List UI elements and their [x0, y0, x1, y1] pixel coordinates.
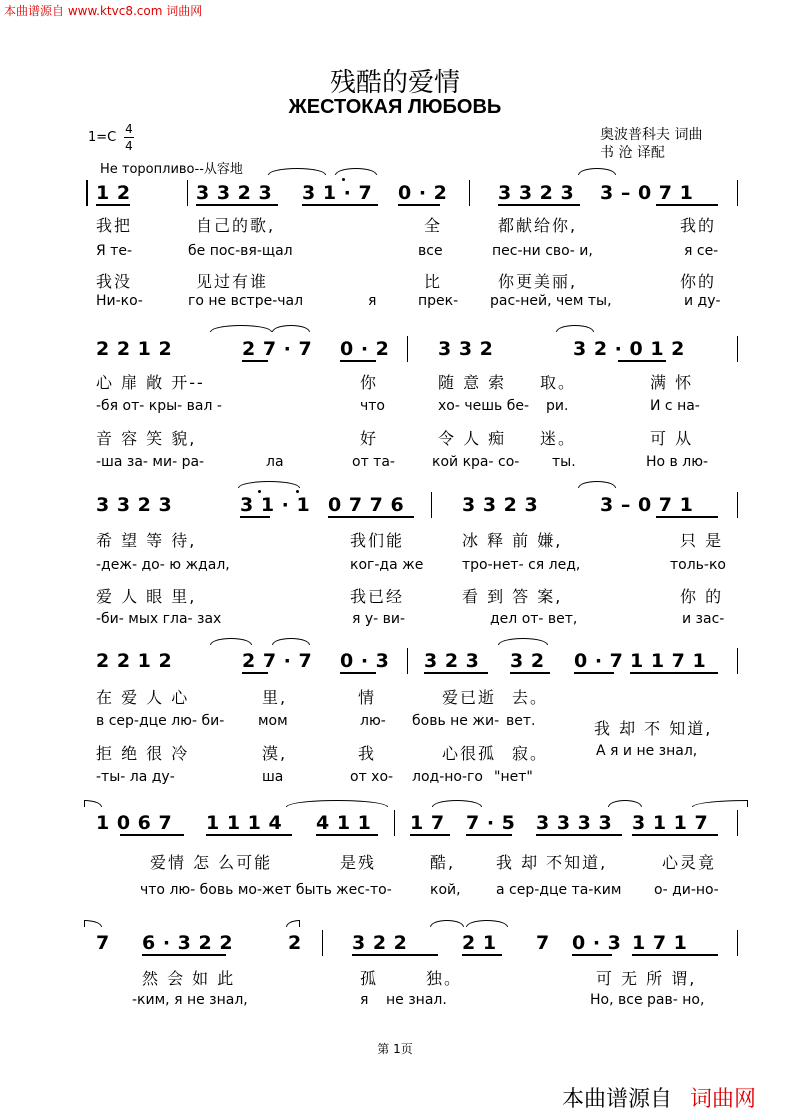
- lyric-ru: от та-: [352, 454, 395, 470]
- notes-group: 3 2 · 0 1 2: [573, 338, 685, 360]
- footer-brand: [562, 1082, 756, 1113]
- notes-group: 3 3 2: [438, 338, 494, 360]
- lyric-ru: мом: [258, 713, 288, 729]
- notes-group: 1 0 6 7: [96, 812, 173, 834]
- notes-group: 3 1 1 7: [632, 812, 709, 834]
- lyric-ru: кой кра- со-: [432, 454, 520, 470]
- lyric-cn: 音 容 笑 貌,: [96, 429, 197, 448]
- notes-group: 0 7 7 6: [328, 494, 405, 516]
- notes-group: 0 · 2: [398, 182, 448, 204]
- notes-group: 0 · 7: [574, 650, 624, 672]
- lyric-cn: 令 人 痴: [438, 429, 507, 448]
- lyric-cn: 我: [358, 744, 377, 763]
- footer-site: 词曲网: [689, 1087, 756, 1112]
- notes-group: 3 3 3 3: [536, 812, 613, 834]
- lyric-cn: 心灵竟: [662, 853, 717, 872]
- notes-group: 0 · 3: [340, 650, 390, 672]
- lyric-ru: пес-ни сво- и,: [492, 243, 593, 259]
- lyric-cn: 可 从: [650, 429, 694, 448]
- lyric-cn: 你 的: [680, 587, 724, 606]
- footer-source: 本曲谱源自: [561, 1087, 672, 1112]
- lyric-ru: жес-то-: [336, 882, 392, 898]
- lyric-ru: -ты- ла ду-: [96, 769, 175, 785]
- notes-group: 3 1 · 1: [240, 494, 311, 516]
- lyric-cn: 满 怀: [650, 373, 694, 392]
- lyric-cn: 爱已逝: [442, 688, 497, 707]
- lyric-ru: ты.: [552, 454, 576, 470]
- notes-group: 7: [536, 932, 550, 954]
- lyric-ru: -бя от- кры- вал -: [96, 398, 222, 414]
- lyric-ru: -деж- до- ю ждал,: [96, 557, 230, 573]
- lyric-cn: 拒 绝 很 冷: [96, 744, 190, 763]
- lyric-ru: я: [360, 992, 369, 1008]
- lyric-cn: 都献给你,: [498, 216, 578, 235]
- lyric-ru: -ша за- ми- ра-: [96, 454, 205, 470]
- lyric-ru: от хо-: [350, 769, 394, 785]
- notes-group: 3 3 2 3: [462, 494, 539, 516]
- notes-group: 7: [96, 932, 110, 954]
- lyric-ru: ла: [266, 454, 284, 470]
- title-russian: ЖЕСТОКАЯ ЛЮБОВЬ: [288, 96, 502, 118]
- notes-group: 3 – 0 7 1: [600, 182, 694, 204]
- lyric-ru: Я те-: [96, 243, 132, 259]
- notes-group: 2 7 · 7: [242, 650, 313, 672]
- lyric-cn: 漠,: [262, 744, 288, 763]
- page-number: 第 1页: [377, 1042, 413, 1056]
- notes-group: 0 · 2: [340, 338, 390, 360]
- lyric-ru: хо- чешь бе-: [438, 398, 530, 414]
- lyric-cn: 随 意 索: [438, 373, 507, 392]
- lyric-ru: бовь не жи-: [412, 713, 500, 729]
- lyric-cn: 看 到 答 案,: [462, 587, 563, 606]
- lyric-cn: 比: [424, 272, 443, 291]
- lyric-cn: 我 却 不 知道,: [594, 719, 713, 738]
- notes-group: 3 3 2 3: [498, 182, 575, 204]
- lyric-cn: 爱 人 眼 里,: [96, 587, 197, 606]
- lyric-cn: 我 却 不知道,: [496, 853, 608, 872]
- notes-group: 1 7 1: [632, 932, 688, 954]
- lyric-ru: "нет": [494, 769, 533, 785]
- lyric-cn: 可 无 所 谓,: [596, 969, 697, 988]
- lyric-ru: я: [368, 293, 377, 309]
- lyric-ru: не знал.: [386, 992, 447, 1008]
- title-chinese: 残酷的爱情: [329, 68, 460, 98]
- lyric-cn: 心 扉 敞 开--: [96, 373, 205, 392]
- lyric-cn: 见过有谁: [196, 272, 269, 291]
- lyric-cn: 然 会 如 此: [142, 969, 236, 988]
- watermark-header: 本曲谱源自 www.ktvc8.com 词曲网: [4, 4, 203, 18]
- lyric-cn: 寂。: [512, 744, 549, 763]
- notes-group: 4 1 1: [316, 812, 372, 834]
- lyric-cn: 你的: [680, 272, 717, 291]
- lyric-cn: 去。: [512, 688, 549, 707]
- credit-composer: 奥波普科夫 词曲: [600, 127, 703, 143]
- notes-group: 1 7: [410, 812, 445, 834]
- lyric-ru: лю-: [360, 713, 386, 729]
- lyric-ru: Но, все рав- но,: [590, 992, 705, 1008]
- lyric-ru: -би- мых гла- зах: [96, 611, 222, 627]
- notes-group: 7 · 5: [466, 812, 516, 834]
- lyric-cn: 酷,: [430, 853, 456, 872]
- lyric-cn: 我的: [680, 216, 717, 235]
- notes-group: 2 7 · 7: [242, 338, 313, 360]
- lyric-cn: 冰 释 前 嫌,: [462, 531, 563, 550]
- notes-group: 1 2: [96, 182, 131, 204]
- notes-group: 1 1 1 4: [206, 812, 283, 834]
- lyric-ru: я се-: [684, 243, 719, 259]
- lyric-cn: 我把: [96, 216, 133, 235]
- lyric-ru: толь-ко: [670, 557, 726, 573]
- lyric-ru: о- ди-но-: [654, 882, 719, 898]
- lyric-ru: ри.: [546, 398, 569, 414]
- time-signature-top: 4: [125, 122, 133, 136]
- lyric-cn: 自己的歌,: [196, 216, 276, 235]
- notes-group: 2: [288, 932, 302, 954]
- lyric-cn: 孤: [360, 969, 379, 988]
- notes-group: 2 2 1 2: [96, 650, 173, 672]
- lyric-cn: 你更美丽,: [498, 272, 578, 291]
- time-signature-bottom: 4: [125, 139, 133, 153]
- lyric-ru: вет.: [506, 713, 536, 729]
- notes-group: 3 2 3: [424, 650, 480, 672]
- lyric-ru: рас-ней, чем ты,: [490, 293, 612, 309]
- notes-group: 3 3 2 3: [196, 182, 273, 204]
- lyric-ru: ког-да же: [350, 557, 424, 573]
- lyric-cn: 我们能: [350, 531, 405, 550]
- lyric-cn: 你: [360, 373, 379, 392]
- lyric-cn: 全: [424, 216, 443, 235]
- tempo-marking: Не торопливо--从容地: [100, 162, 243, 177]
- notes-group: 3 3 2 3: [96, 494, 173, 516]
- lyric-ru: в сер-дце лю- би-: [96, 713, 225, 729]
- lyric-ru: го не встре-чал: [188, 293, 304, 309]
- lyric-ru: -ким, я не знал,: [132, 992, 248, 1008]
- lyric-ru: ша: [262, 769, 284, 785]
- lyric-cn: 里,: [262, 688, 288, 707]
- lyric-cn: 只 是: [680, 531, 724, 550]
- lyric-ru: тро-нет- ся лед,: [462, 557, 581, 573]
- notes-group: 3 1 · 7: [302, 182, 373, 204]
- notes-group: 1 1 7 1: [630, 650, 707, 672]
- lyric-cn: 在 爱 人 心: [96, 688, 190, 707]
- lyric-ru: Ни-ко-: [96, 293, 143, 309]
- notes-group: 0 · 3: [572, 932, 622, 954]
- lyric-ru: кой,: [430, 882, 461, 898]
- lyric-ru: что лю- бовь мо-жет быть: [140, 882, 332, 898]
- lyric-cn: 心很孤: [442, 744, 497, 763]
- lyric-cn: 好: [360, 429, 379, 448]
- lyric-cn: 爱情 怎 么可能: [150, 853, 273, 872]
- lyric-ru: лод-но-го: [412, 769, 483, 785]
- notes-group: 3 2: [510, 650, 545, 672]
- credit-translator: 书 沧 译配: [600, 145, 665, 161]
- notes-group: 3 2 2: [352, 932, 408, 954]
- lyric-ru: Но в лю-: [646, 454, 709, 470]
- key-signature: 1=C: [88, 130, 117, 145]
- lyric-ru: а сер-дце та-ким: [496, 882, 622, 898]
- lyric-cn: 我已经: [350, 587, 405, 606]
- lyric-ru: прек-: [418, 293, 459, 309]
- lyric-cn: 迷。: [540, 429, 577, 448]
- lyric-ru: бе пос-вя-щал: [188, 243, 293, 259]
- lyric-cn: 希 望 等 待,: [96, 531, 197, 550]
- lyric-cn: 我没: [96, 272, 133, 291]
- lyric-cn: 取。: [540, 373, 577, 392]
- lyric-ru: А я и не знал,: [596, 743, 698, 759]
- notes-group: 6 · 3 2 2: [142, 932, 234, 954]
- lyric-ru: и зас-: [682, 611, 725, 627]
- lyric-ru: И с на-: [650, 398, 700, 414]
- lyric-ru: и ду-: [684, 293, 721, 309]
- lyric-cn: 是残: [340, 853, 377, 872]
- lyric-ru: дел от- вет,: [490, 611, 578, 627]
- lyric-cn: 情: [358, 688, 377, 707]
- notes-group: 2 2 1 2: [96, 338, 173, 360]
- lyric-ru: все: [418, 243, 443, 259]
- notes-group: 3 – 0 7 1: [600, 494, 694, 516]
- lyric-cn: 独。: [426, 969, 463, 988]
- lyric-ru: что: [360, 398, 385, 414]
- lyric-ru: я у- ви-: [352, 611, 406, 627]
- notes-group: 2 1: [462, 932, 497, 954]
